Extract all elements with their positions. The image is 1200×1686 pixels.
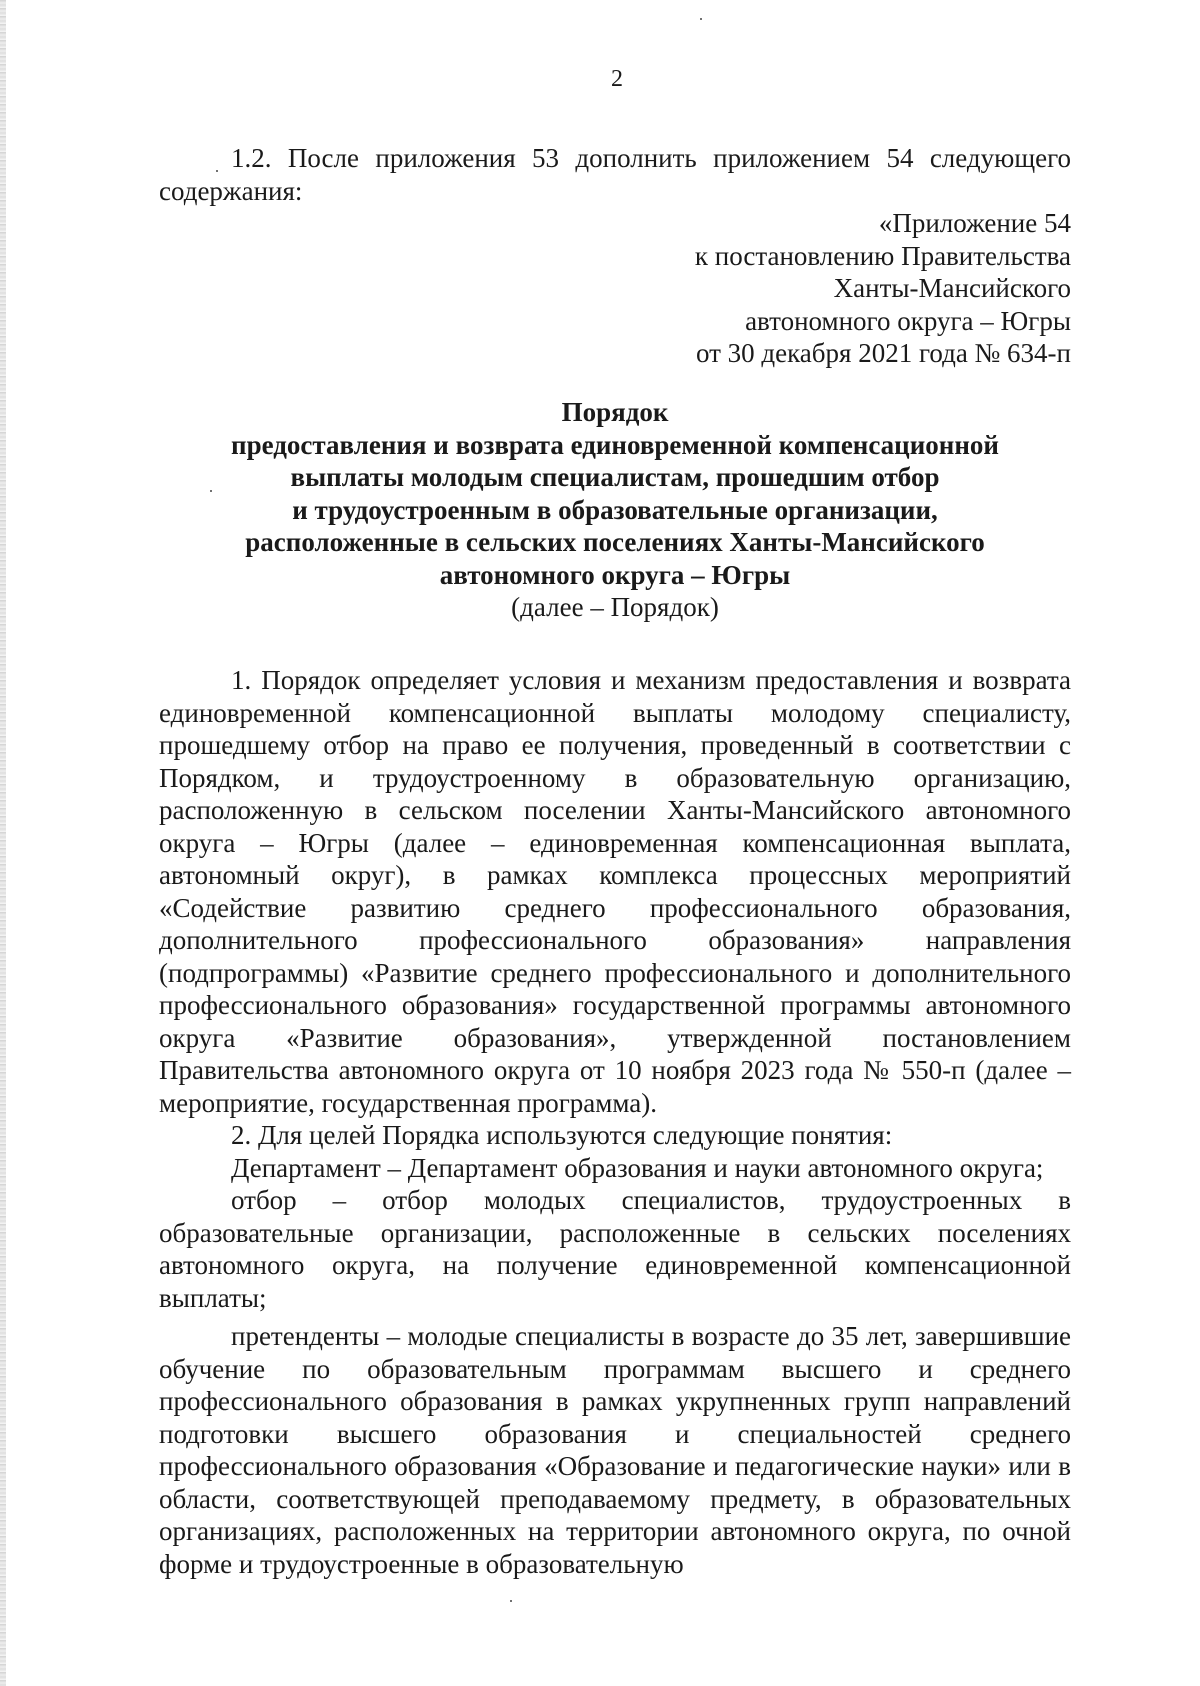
body-paragraph: 2. Для целей Порядка используются следующие понятия:	[231, 1120, 893, 1150]
document-body	[159, 664, 1071, 1580]
approval-line: «Приложение 54	[878, 208, 1071, 238]
amendment-paragraph: 1.2. После приложения 53 дополнить приложением 54 следующего содержания:	[159, 143, 1071, 206]
page-number: 2	[611, 66, 623, 92]
title-subtitle-line: и трудоустроенным в образовательные организации,	[292, 494, 938, 525]
scan-speck	[700, 18, 702, 20]
title-subtitle-line: выплаты молодым специалистам, прошедшим отбор	[290, 462, 940, 492]
approval-line: от 30 декабря 2021 года № 634-п	[695, 338, 1071, 368]
approval-stamp	[695, 207, 1071, 370]
approval-line: Ханты-Мансийского	[833, 273, 1071, 303]
scan-edge	[0, 0, 6, 1686]
title-note: (далее – Порядок)	[511, 592, 719, 622]
scan-speck	[510, 1600, 512, 1602]
body-paragraph: отбор – отбор молодых специалистов, трудоустроенных в образовательные организации, расположенные в сельских поселениях автономного округа, на получение единовременной компенсационной выплаты;	[159, 1185, 1071, 1313]
approval-line: к постановлению Правительства	[694, 240, 1071, 271]
title-subtitle-line: предоставления и возврата единовременной компенсационной	[231, 429, 999, 460]
scan-speck	[210, 490, 212, 492]
body-paragraph: Департамент – Департамент образования и науки автономного округа;	[231, 1152, 1044, 1183]
title-subtitle-line: расположенные в сельских поселениях Ханты-Мансийского	[245, 527, 985, 557]
title-subtitle-line: автономного округа – Югры	[439, 559, 791, 590]
body-paragraph: претенденты – молодые специалисты в возрасте до 35 лет, завершившие обучение по образовательным программам высшего и среднего профессионального образования в рамках укрупненных групп направлений подготовки высшего образования и специальностей среднего профессионального образования «Образование и педагогические науки» или в области, соответствующей преподаваемому предмету, в образовательных организациях, расположенных на территории автономного округа, по очной форме и трудоустроенные в образовательную	[159, 1321, 1071, 1579]
scan-speck	[216, 170, 218, 172]
title-heading: Порядок	[561, 397, 669, 427]
body-paragraph: 1. Порядок определяет условия и механизм предоставления и возврата единовременной компенсационной выплаты молодому специалисту, прошедшему отбор на право ее получения, проведенный в соответствии с Порядком, и трудоустроенному в образовательную организацию, расположенную в сельском поселении Ханты-Мансийского автономного округа – Югры (далее – единовременная компенсационная выплата, автономный округ), в рамках комплекса процессных мероприятий «Содействие развитию среднего профессионального образования, дополнительного профессионального образования» направления (подпрограммы) «Развитие среднего профессионального и дополнительного профессионального образования» государственной программы автономного округа «Развитие образования», утвержденной постановлением Правительства автономного округа от 10 ноября 2023 года № 550-п (далее – мероприятие, государственная программа).	[159, 665, 1071, 1118]
document-title	[159, 396, 1071, 624]
approval-line: автономного округа – Югры	[745, 305, 1071, 336]
